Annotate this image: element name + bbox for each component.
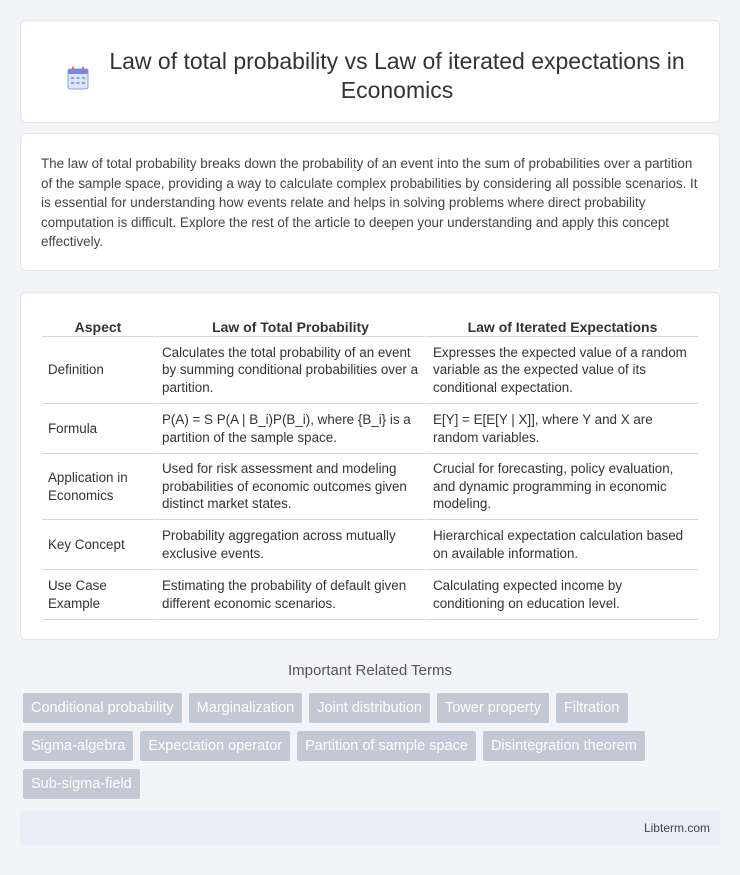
related-terms-title: Important Related Terms (288, 662, 452, 679)
footer (20, 811, 720, 845)
related-term-tag[interactable]: Filtration (556, 693, 628, 723)
related-term-tag[interactable]: Tower property (437, 693, 549, 723)
row-total-probability: Used for risk assessment and modeling probabilities of economic outcomes given distinct market states. (154, 454, 425, 520)
related-term-tag[interactable]: Expectation operator (140, 731, 290, 761)
row-aspect: Definition (42, 337, 154, 404)
related-term-tag[interactable]: Conditional probability (23, 693, 182, 723)
related-term-tag[interactable]: Sigma-algebra (23, 731, 133, 761)
footer-site-link[interactable]: Libterm.com (643, 821, 710, 835)
related-term-tag[interactable]: Sub-sigma-field (23, 769, 140, 799)
row-iterated-expectations: Crucial for forecasting, policy evaluation, and dynamic programming in economic modeling. (425, 454, 698, 520)
row-total-probability: Estimating the probability of default given different economic scenarios. (154, 570, 425, 620)
comparison-table-card (20, 292, 720, 640)
row-total-probability: P(A) = S P(A | B_i)P(B_i), where {B_i} is a partition of the sample space. (154, 404, 425, 454)
comparison-table (42, 315, 698, 620)
row-iterated-expectations: Expresses the expected value of a random variable as the expected value of its conditional expectation. (425, 337, 698, 404)
row-aspect: Use Case Example (42, 570, 154, 620)
table-header-row (42, 315, 698, 337)
header-total-probability: Law of Total Probability (154, 315, 425, 337)
related-term-tag[interactable]: Partition of sample space (297, 731, 476, 761)
related-term-tag[interactable]: Disintegration theorem (483, 731, 645, 761)
page-title: Law of total probability vs Law of iterated expectations in Economics (109, 48, 685, 103)
row-aspect: Formula (42, 404, 154, 454)
table-row (42, 404, 698, 454)
row-aspect: Application in Economics (42, 454, 154, 520)
row-iterated-expectations: E[Y] = E[E[Y | X]], where Y and X are random variables. (425, 404, 698, 454)
related-terms-list (23, 693, 723, 799)
table-row (42, 570, 698, 620)
intro-card (20, 133, 720, 271)
row-iterated-expectations: Hierarchical expectation calculation based on available information. (425, 520, 698, 570)
header-iterated-expectations: Law of Iterated Expectations (425, 315, 698, 337)
document-icon (67, 66, 89, 90)
related-term-tag[interactable]: Joint distribution (309, 693, 430, 723)
row-iterated-expectations: Calculating expected income by conditioning on education level. (425, 570, 698, 620)
header-aspect: Aspect (42, 315, 154, 337)
table-row (42, 520, 698, 570)
row-total-probability: Calculates the total probability of an event by summing conditional probabilities over a partition. (154, 337, 425, 404)
table-row (42, 337, 698, 404)
row-aspect: Key Concept (42, 520, 154, 570)
related-term-tag[interactable]: Marginalization (189, 693, 303, 723)
intro-text: The law of total probability breaks down the probability of an event into the sum of probabilities over a partition of the sample space, providing a way to calculate complex probabilities by considering all possible scenarios. It is essential for understanding how events relate and helps in solving problems where direct probability computation is difficult. Explore the rest of the article to deepen your understanding and apply this concept effectively. (41, 156, 698, 250)
title-card (20, 20, 720, 123)
row-total-probability: Probability aggregation across mutually exclusive events. (154, 520, 425, 570)
table-row (42, 454, 698, 520)
